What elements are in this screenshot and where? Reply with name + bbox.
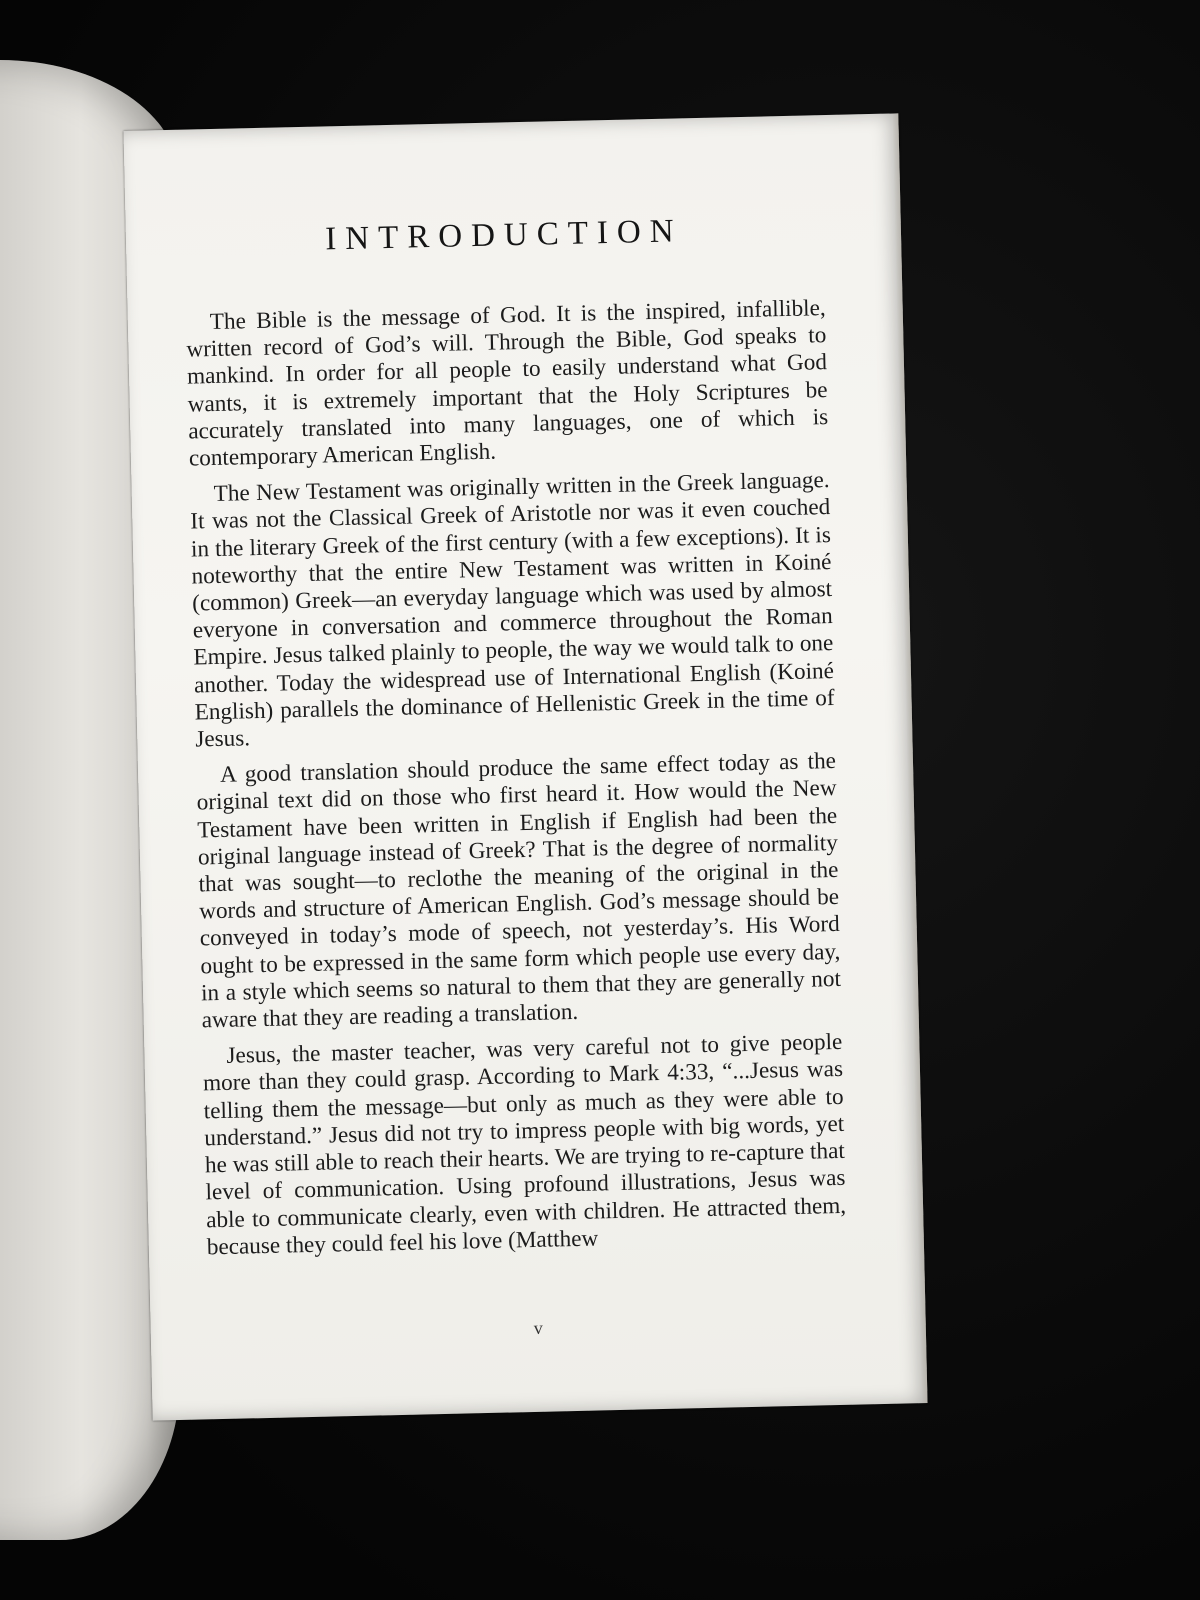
paragraph-2: The New Testament was originally written in the Greek language. It was not the Classical Greek of Aristotle nor was it even couched in the literary Greek of the first century (with a few exceptions). It is noteworthy that the entire New Testament was written in Koiné (common) Greek—an everyday language which was used by almost everyone in conversation and commerce throughout the Roman Empire. Jesus talked plainly to people, the way we would talk to one another. Today the widespread use of International English (Koiné English) parallels the dominance of Hellenistic Greek in the time of Jesus. (190, 467, 835, 753)
page-number: v (533, 1317, 543, 1338)
page-content (184, 210, 848, 1270)
paragraph-4: Jesus, the master teacher, was very careful not to give people more than they could grasp. According to Mark 4:33, “...Jesus was telling them the message—but only as much as they were able to understand.” Jesus did not try to impress people with big words, yet he was still able to reach their hearts. We are trying to re-capture that level of communication. Using profound illustrations, Jesus was able to communicate clearly, even with children. He attracted them, because they could feel his love (Matthew (202, 1029, 847, 1261)
left-page-faint-text (0, 260, 130, 1360)
paragraph-3: A good translation should produce the same effect today as the original text did on those who first heard it. How would the New Testament have been written in English if English had been the original language instead of Greek? That is the degree of normality that was sought—to reclothe the meaning of the original in the words and structure of American English. God’s message should be conveyed in today’s mode of speech, not yesterday’s. His Word ought to be expressed in the same form which people use every day, in a style which seems so natural to them that they are generally not aware that they are reading a translation. (196, 748, 842, 1034)
book-page (123, 113, 927, 1420)
page-title: INTRODUCTION (324, 213, 683, 258)
paragraph-1: The Bible is the message of God. It is the inspired, infallible, written record of God’s will. Through the Bible, God speaks to mankind. In order for all people to easily understand what God wants, it is extremely important that the Holy Scriptures be accurately translated into many languages, one of which is contemporary American English. (186, 295, 829, 472)
